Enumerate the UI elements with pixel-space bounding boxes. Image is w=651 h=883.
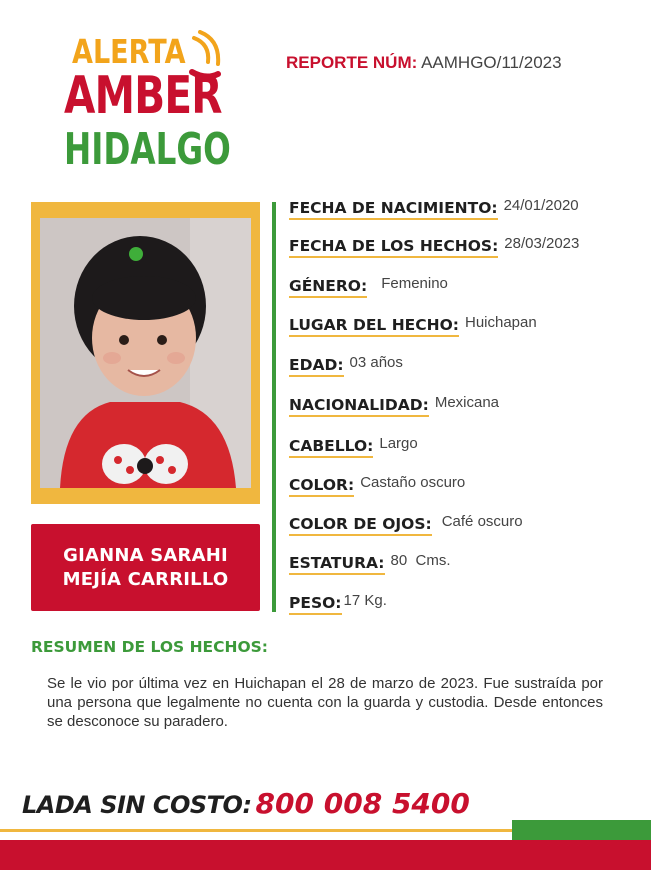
field-value: Mexicana — [434, 394, 500, 411]
field-value: Femenino — [381, 275, 448, 292]
summary-title: RESUMEN DE LOS HECHOS: — [31, 638, 269, 656]
field-value: 03 años — [349, 354, 403, 371]
field-eye-color — [289, 515, 523, 533]
field-label: COLOR DE OJOS: — [289, 515, 432, 536]
field-label: EDAD: — [289, 356, 344, 377]
field-label: LUGAR DEL HECHO: — [289, 316, 459, 337]
missing-person-name — [31, 524, 260, 611]
photo-frame — [31, 202, 260, 504]
field-color — [289, 476, 465, 494]
field-birth-date — [289, 199, 579, 217]
footer-red-band — [0, 840, 651, 870]
field-weight — [289, 594, 387, 612]
field-gender — [289, 277, 448, 295]
hotline-label: LADA SIN COSTO: — [22, 791, 252, 819]
report-number-label: REPORTE NÚM: — [286, 53, 418, 72]
hotline-number[interactable]: 800 008 5400 — [255, 787, 470, 820]
field-hair — [289, 437, 418, 455]
field-height — [289, 554, 451, 572]
field-value: 24/01/2020 — [503, 197, 579, 214]
alerta-amber-hidalgo-logo — [62, 28, 231, 178]
field-nationality — [289, 396, 499, 414]
field-value: 80 Cms. — [390, 552, 451, 569]
field-label: NACIONALIDAD: — [289, 396, 429, 417]
alert-waves-icon — [188, 30, 224, 84]
green-divider — [272, 202, 276, 612]
summary-text: Se le vio por última vez en Huichapan el 28 de marzo de 2023. Fue sustraída por una persona que legalmente no cuenta con la guarda y custodia. Desde entonces se desconoce su paradero. — [47, 675, 603, 730]
hotline — [22, 787, 470, 820]
field-value: Huichapan — [464, 314, 537, 331]
name-line-1: GIANNA SARAHI — [63, 544, 228, 566]
field-label: FECHA DE LOS HECHOS: — [289, 237, 498, 258]
logo-amber-text: AMBER — [64, 66, 222, 126]
logo-hidalgo-text: HIDALGO — [64, 124, 231, 175]
field-value: 28/03/2023 — [504, 235, 580, 252]
missing-child-photo — [40, 218, 251, 488]
field-label: FECHA DE NACIMIENTO: — [289, 199, 498, 220]
field-value: 17 Kg. — [343, 592, 387, 609]
field-age — [289, 356, 403, 374]
field-event-place — [289, 316, 537, 334]
field-event-date — [289, 237, 579, 255]
field-label: GÉNERO: — [289, 277, 367, 298]
footer-gold-line — [0, 829, 512, 832]
report-number-value: AAMHGO/11/2023 — [421, 53, 562, 72]
field-value: Largo — [379, 435, 418, 452]
field-value: Café oscuro — [441, 513, 523, 530]
field-label: COLOR: — [289, 476, 354, 497]
name-line-2: MEJÍA CARRILLO — [62, 568, 229, 590]
field-value: Castaño oscuro — [360, 474, 466, 491]
footer-green-band — [512, 820, 651, 840]
field-label: CABELLO: — [289, 437, 373, 458]
report-number — [286, 53, 562, 73]
logo-alerta-text: ALERTA — [72, 32, 186, 71]
field-label: ESTATURA: — [289, 554, 385, 575]
field-label: PESO: — [289, 594, 342, 615]
